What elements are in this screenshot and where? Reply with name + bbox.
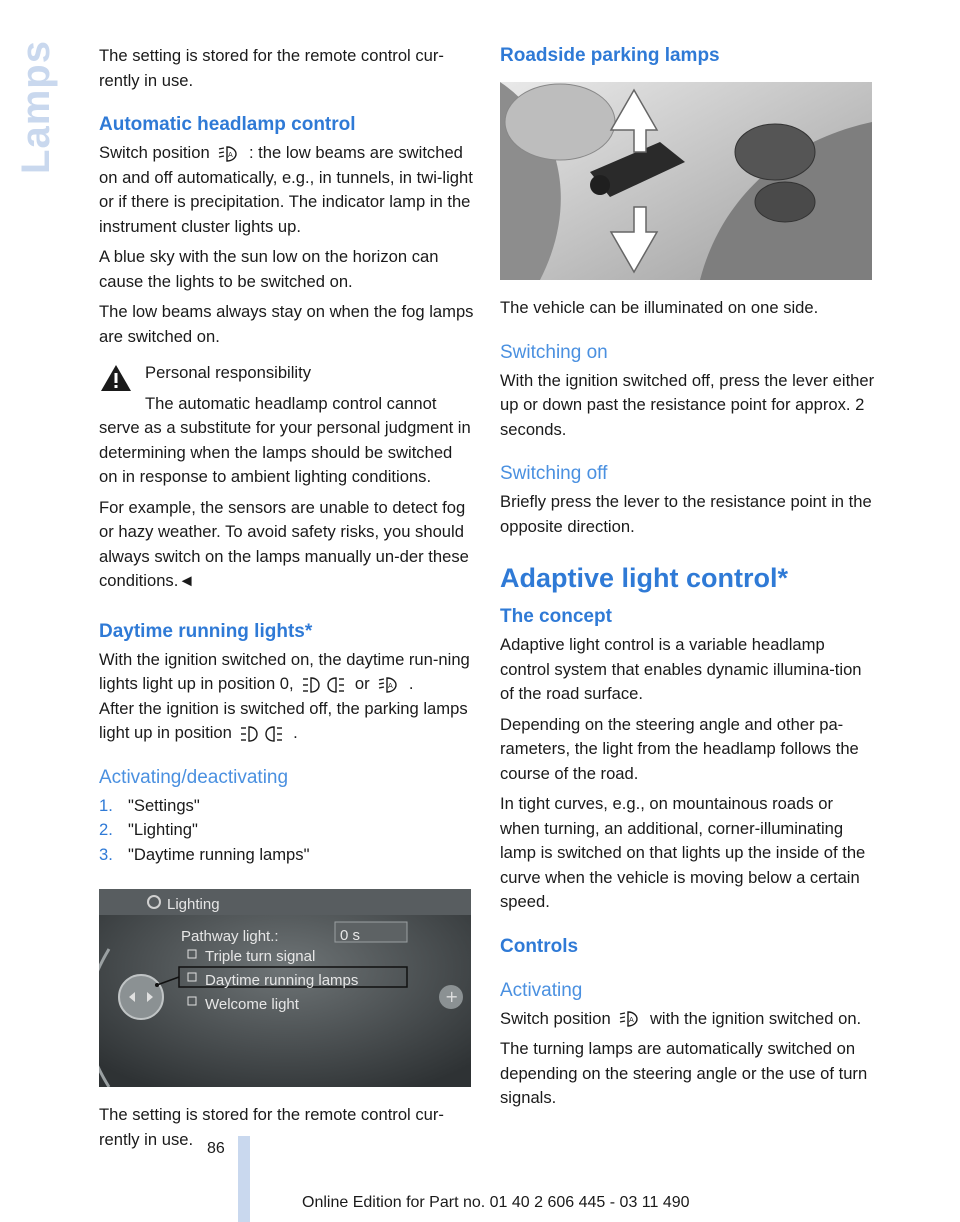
parking-lamps-icon (302, 675, 346, 695)
pathway-light-value: 0 s (340, 927, 361, 944)
act-p1-start: Switch position (500, 1008, 611, 1028)
activating-p1 (500, 1007, 876, 1032)
concept-p1: Adaptive light control is a variable headlamp control system that enables dynamic illumina-tion of the road surface. (500, 635, 862, 703)
turn-signal-lever-figure (500, 82, 872, 280)
act-p1-end: with the ignition switched on. (649, 1008, 862, 1028)
svg-text:A: A (388, 681, 394, 690)
list-item: 2. "Lighting" (99, 820, 198, 839)
concept-p3: In tight curves, e.g., on mountainous roads or when turning, an additional, corner-illuminating lamp is switched on that lights up the inside of the curve when the vehicle is moving below a certain speed. (500, 794, 866, 911)
drl-p1-or: or (354, 674, 370, 693)
screen-title: Lighting (167, 896, 220, 913)
activating-deactivating-heading: Activating/deactivating (99, 766, 289, 788)
concept-p2: Depending on the steering angle and other pa-rameters, the light from the headlamp follows the course of the road. (500, 714, 859, 783)
drl-p1 (99, 648, 475, 697)
drl-p1-end: . (408, 674, 414, 693)
left-column (99, 44, 475, 1158)
drl-p1-start: With the ignition switched on, the daytime run-ning lights light up in position 0, (99, 649, 470, 693)
list-item: 1. "Settings" (99, 795, 200, 815)
intro-text: The setting is stored for the remote control cur-rently in use. (99, 46, 444, 90)
concept-heading: The concept (500, 606, 612, 627)
footer-edition-text: Online Edition for Part no. 01 40 2 606 445 - 03 11 490 (302, 1194, 690, 1211)
screen-option-triple-turn: Triple turn signal (205, 948, 316, 965)
page-number: 86 (207, 1140, 225, 1157)
warning-line1: The automatic headlamp control cannot (145, 393, 437, 413)
warning-text: serve as a substitute for your personal judgment in determining when the lamps should be switched on in response to ambient lighting conditions. (99, 418, 471, 486)
warning-p2: For example, the sensors are unable to detect fog or hazy weather. To avoid safety risks, you should always switch on the lamps manually un-der these conditions.◄ (99, 497, 469, 590)
roadside-parking-text: The vehicle can be illuminated on one side. (500, 298, 819, 317)
auto-headlamp-p1 (99, 141, 475, 239)
switching-off-heading: Switching off (500, 463, 608, 484)
screen-option-welcome-light: Welcome light (205, 996, 299, 1013)
turn-signal-lever-graphic (500, 82, 872, 280)
svg-text:A: A (228, 150, 234, 159)
warning-title: Personal responsibility (145, 363, 312, 382)
parking-lamps-icon (240, 724, 284, 744)
auto-headlamp-icon (378, 675, 400, 695)
drl-p2 (99, 697, 475, 746)
auto-p1-end: : the low beams are switched on and off automatically, e.g., in tunnels, in twi-light or if there is precipitation. The indicator lamp in the instrument cluster lights up. (99, 143, 473, 236)
side-tab-title: Lamps (14, 40, 58, 174)
controls-heading: Controls (500, 935, 579, 957)
pathway-light-label: Pathway light.: (181, 928, 279, 945)
warning-block (99, 361, 475, 416)
svg-text:+: + (445, 987, 459, 1006)
switching-off-text: Briefly press the lever to the resistance point in the opposite direction. (500, 492, 872, 536)
outro-text: The setting is stored for the remote control cur-rently in use. (99, 1105, 444, 1149)
auto-headlamp-heading: Automatic headlamp control (99, 114, 356, 135)
drl-p2-start: After the ignition is switched off, the parking lamps light up in position (99, 698, 468, 742)
drl-p2-end: . (293, 723, 298, 742)
roadside-parking-heading: Roadside parking lamps (500, 45, 720, 66)
auto-headlamp-p3: The low beams always stay on when the fog lamps are switched on. (99, 302, 474, 346)
switching-on-heading: Switching on (500, 341, 608, 363)
adaptive-light-heading: Adaptive light control* (500, 563, 789, 593)
auto-headlamp-p2: A blue sky with the sun low on the horizon can cause the lights to be switched on. (99, 247, 439, 291)
footer-bar (238, 1136, 250, 1222)
right-column (500, 44, 876, 1117)
idrive-lighting-screen-figure (99, 889, 471, 1087)
warning-triangle-icon (99, 363, 133, 393)
screen-option-daytime-running: Daytime running lamps (205, 972, 359, 989)
auto-p1-start: Switch position (99, 143, 210, 162)
switching-on-text: With the ignition switched off, press the lever either up or down past the resistance point for approx. 2 seconds. (500, 370, 875, 439)
steps-list (99, 794, 475, 868)
activating-p2: The turning lamps are automatically switched on depending on the steering angle or the use of turn signals. (500, 1039, 868, 1107)
auto-headlamp-icon (218, 144, 240, 164)
activating-heading: Activating (500, 979, 583, 1001)
svg-text:A: A (629, 1016, 635, 1025)
auto-headlamp-icon (619, 1009, 641, 1029)
drl-heading: Daytime running lights* (99, 620, 313, 642)
list-item: 3. "Daytime running lamps" (99, 844, 310, 864)
